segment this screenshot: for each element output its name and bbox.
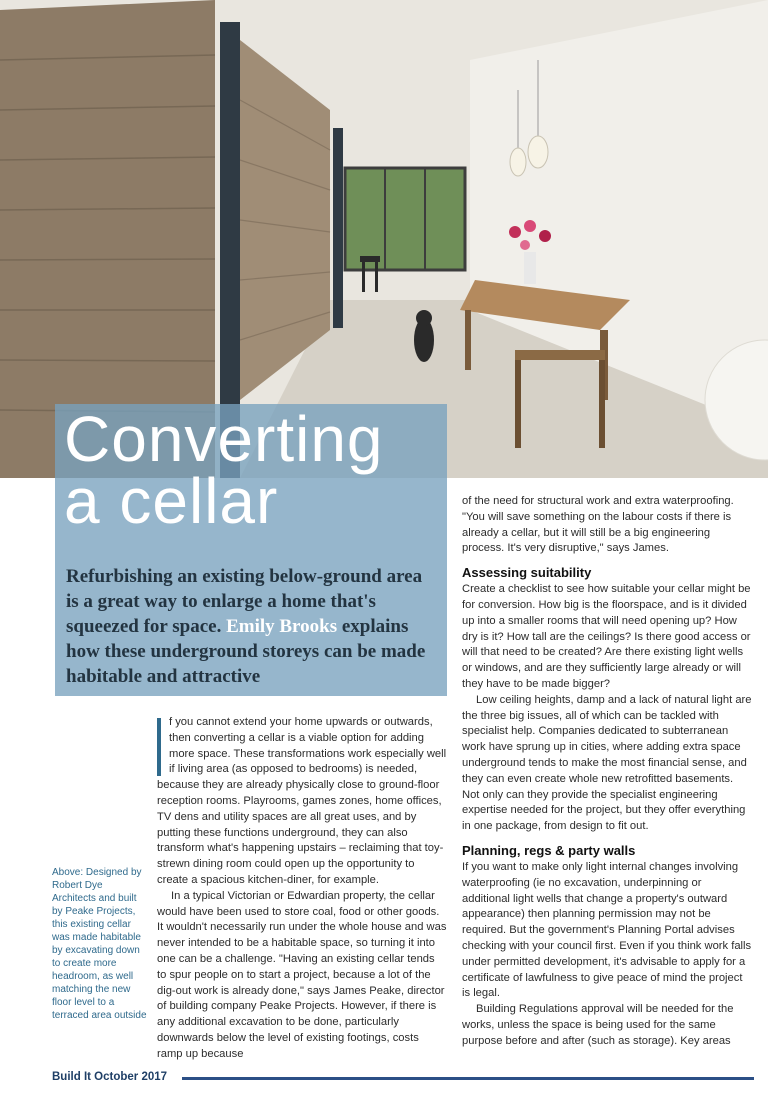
page-footer <box>52 1071 754 1087</box>
author-name: Emily Brooks <box>226 616 338 637</box>
footer-publication: Build It October 2017 <box>52 1071 168 1083</box>
body-paragraph: Create a checklist to see how suitable your cellar might be for conversion. How big is the floorspace, and is it divided up into a smaller rooms that will need opening up? How dry is it? How tall are the ceilings? Is there good access or will that need to be created? Are there existing light wells or windows, and are they sufficiently large already or will they have to be made bigger? <box>462 583 751 690</box>
headline-line-2: a cellar <box>64 465 279 537</box>
photo-caption: Above: Designed by Robert Dye Architects and built by Peake Projects, this existing cellar was made habitable by excavating down to create more headroom, as well matching the new floor level to a terraced area outside <box>52 867 147 1021</box>
standfirst <box>66 564 438 689</box>
dropcap-bar <box>157 718 161 776</box>
headline <box>64 403 384 537</box>
left-column <box>157 715 447 1063</box>
right-column <box>462 494 752 1050</box>
subheading-planning: Planning, regs & party walls <box>462 842 636 858</box>
standfirst-text: Refurbishing an existing below-ground area is a great way to enlarge a home that's squeezed for space. <box>66 566 423 637</box>
standfirst-text-end: explains how these underground storeys can be made habitable and attractive <box>66 616 426 687</box>
body-paragraph: In a typical Victorian or Edwardian property, the cellar would have been used to store coal, food or other goods. It wouldn't necessarily run under the whole house and was never intended to be a habitable space, so turning it into one can be a challenge. "Having an existing cellar tends to spur people on to start a project, because a lot of the dig-out work is already done," says James Peake, director of building company Peake Projects. However, if there is any additional excavation to be done, particularly downwards below the level of existing footings, costs ramp up because <box>157 889 447 1060</box>
body-paragraph: Building Regulations approval will be needed for the works, unless the space is being used for the same purpose before and after (such as storage). Key areas <box>462 1003 734 1047</box>
subheading-assessing: Assessing suitability <box>462 565 592 581</box>
headline-line-1: Converting <box>64 403 384 475</box>
body-paragraph: Low ceiling heights, damp and a lack of natural light are the three big issues, all of which can be tackled with specialist help. Companies dedicated to subterranean work have sprung up in cities, where adding extra space underground tends to make the most financial sense, and they can even create whole new retrofitted basements. Not only can they provide the specialist engineering expertise needed for the project, but they offer everything in one package, from design to fit out. <box>462 693 752 833</box>
body-paragraph-intro: f you cannot extend your home upwards or outwards, then converting a cellar is a viable option for adding more space. These transformations work especially well if living area (as opposed to bedrooms) is needed, because they are already physically close to ground-floor reception rooms. Playrooms, games zones, home offices, TV dens and utility spaces are all great uses, and by putting these functions underground, they can also transform what's happening upstairs – reclaiming that toy-strewn dining room could open up the opportunity to create a spacious kitchen-diner, for example. <box>157 716 447 886</box>
body-paragraph: If you want to make only light internal changes involving waterproofing (ie no excavation, underpinning or additional light wells that change a property's outward appearance) then planning permission may not be required. But the government's Planning Portal advises checking with your council first. Even if you think work falls under permitted development, it's advisable to apply for a certificate of lawfulness to give peace of mind the project is legal. <box>462 860 752 1000</box>
body-paragraph-continued: of the need for structural work and extra waterproofing. "You will save something on the labour costs if there is already a cellar, but it will still be a big engineering process. It's very disruptive," says James. <box>462 495 734 555</box>
footer-rule <box>182 1077 754 1080</box>
